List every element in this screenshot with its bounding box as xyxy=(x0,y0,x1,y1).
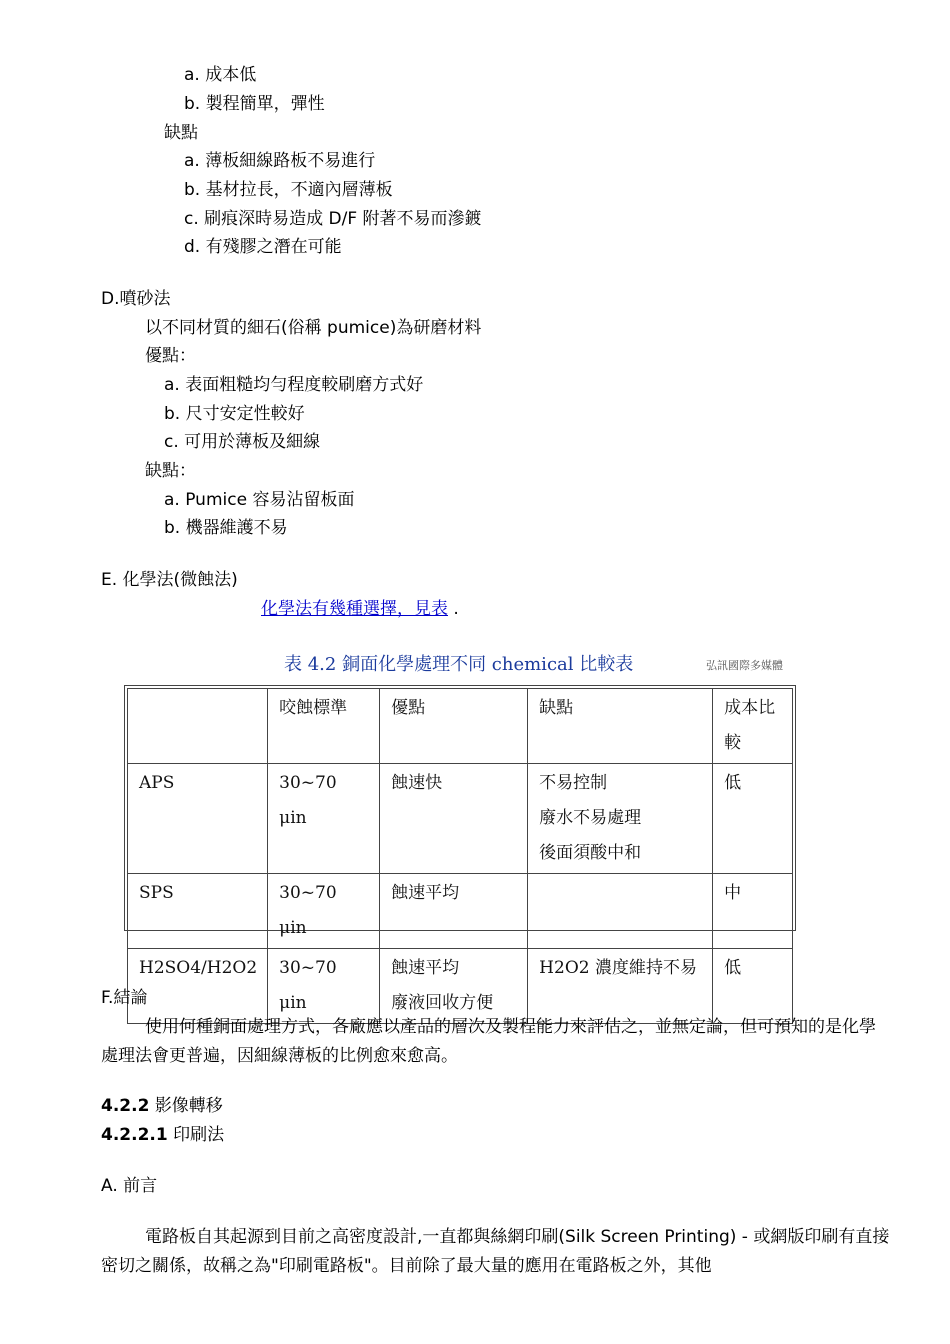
row-disadv-line: 不易控制 xyxy=(539,773,608,793)
row-adv xyxy=(380,874,528,949)
row-disadv xyxy=(528,764,713,874)
disadv-heading: 缺點 xyxy=(164,123,198,143)
row-cost: 低 xyxy=(713,764,793,874)
header-cell-disadvantages: 缺點 xyxy=(528,689,713,764)
row-disadv-line: 廢水不易處理 xyxy=(539,808,642,828)
adv-item-b: b. 製程簡單，彈性 xyxy=(184,94,325,114)
section-e-heading: E. 化學法(微蝕法) xyxy=(101,570,238,590)
section-d-adv-heading: 優點： xyxy=(145,346,196,366)
row-adv-line: 蝕速快 xyxy=(391,773,443,793)
disadv-item-d: d. 有殘膠之潛在可能 xyxy=(184,237,342,257)
row-disadv-line: H2O2 濃度維持不易 xyxy=(539,958,697,978)
section-d-disadv-item-b: b. 機器維護不易 xyxy=(164,518,288,538)
disadv-item-a: a. 薄板細線路板不易進行 xyxy=(184,151,376,171)
section-d-intro: 以不同材質的細石(俗稱 pumice)為研磨材料 xyxy=(145,318,482,338)
section-d-disadv-item-a: a. Pumice 容易沾留板面 xyxy=(164,490,355,510)
section-d-adv-item-b: b. 尺寸安定性較好 xyxy=(164,404,305,424)
header-cell-blank xyxy=(128,689,268,764)
section-4221-title: 印刷法 xyxy=(173,1125,225,1145)
row-name: SPS xyxy=(128,874,268,949)
section-d-heading: D.噴砂法 xyxy=(101,289,171,309)
row-name: H2SO4/H2O2 xyxy=(128,949,268,1024)
section-a-body-text: 電路板自其起源到目前之高密度設計,一直都與絲網印刷(Silk Screen Printing) - 或網版印刷有直接密切之關係，故稱之為"印刷電路板"。目前除了最大量的應用在電路板之外，其他 xyxy=(101,1227,890,1276)
table-link[interactable]: 化學法有幾種選擇，見表 xyxy=(261,599,448,619)
section-4221-heading xyxy=(101,1121,224,1150)
row-disadv-line: 後面須酸中和 xyxy=(539,843,642,863)
row-etch: 30~70 μin xyxy=(268,764,380,874)
row-adv-line: 廢液回收方便 xyxy=(391,993,494,1013)
section-e-link-line xyxy=(261,595,459,624)
row-cost: 低 xyxy=(713,949,793,1024)
table-source-watermark: 弘訊國際多媒體 xyxy=(706,659,783,672)
header-cell-advantages: 優點 xyxy=(380,689,528,764)
row-adv-line: 蝕速平均 xyxy=(391,883,460,903)
disadv-item-c: c. 刷痕深時易造成 D/F 附著不易而滲鍍 xyxy=(184,209,482,229)
section-d-disadv-heading: 缺點： xyxy=(145,461,196,481)
section-4221-number: 4.2.2.1 xyxy=(101,1125,168,1145)
section-d-adv-item-c: c. 可用於薄板及細線 xyxy=(164,432,321,452)
row-cost: 中 xyxy=(713,874,793,949)
section-a-heading: A. 前言 xyxy=(101,1176,158,1196)
section-d-adv-item-a: a. 表面粗糙均勻程度較刷磨方式好 xyxy=(164,375,424,395)
table-row xyxy=(128,764,793,874)
row-etch: 30~70 μin xyxy=(268,949,380,1024)
section-f-heading: F.結論 xyxy=(101,988,148,1008)
header-cell-cost: 成本比較 xyxy=(713,689,793,764)
section-422-number: 4.2.2 xyxy=(101,1096,150,1116)
section-422-heading xyxy=(101,1092,223,1121)
adv-item-a: a. 成本低 xyxy=(184,65,257,85)
section-a-body xyxy=(101,1223,891,1281)
disadv-item-b: b. 基材拉長，不適內層薄板 xyxy=(184,180,393,200)
section-f-body xyxy=(101,1013,891,1071)
row-etch: 30~70 μin xyxy=(268,874,380,949)
row-disadv xyxy=(528,874,713,949)
section-f-body-text: 使用何種銅面處理方式，各廠應以產品的層次及製程能力來評估之，並無定論，但可預知的是化學處理法會更普遍，因細線薄板的比例愈來愈高。 xyxy=(101,1017,876,1066)
table-row xyxy=(128,874,793,949)
section-422-title: 影像轉移 xyxy=(154,1096,223,1116)
table-link-suffix: . xyxy=(453,599,459,619)
row-adv xyxy=(380,764,528,874)
row-adv-line: 蝕速平均 xyxy=(391,958,460,978)
header-cell-etch-standard: 咬蝕標準 xyxy=(268,689,380,764)
row-name: APS xyxy=(128,764,268,874)
table-header-row xyxy=(128,689,793,764)
table-caption: 表 4.2 銅面化學處理不同 chemical 比較表 xyxy=(284,654,634,675)
